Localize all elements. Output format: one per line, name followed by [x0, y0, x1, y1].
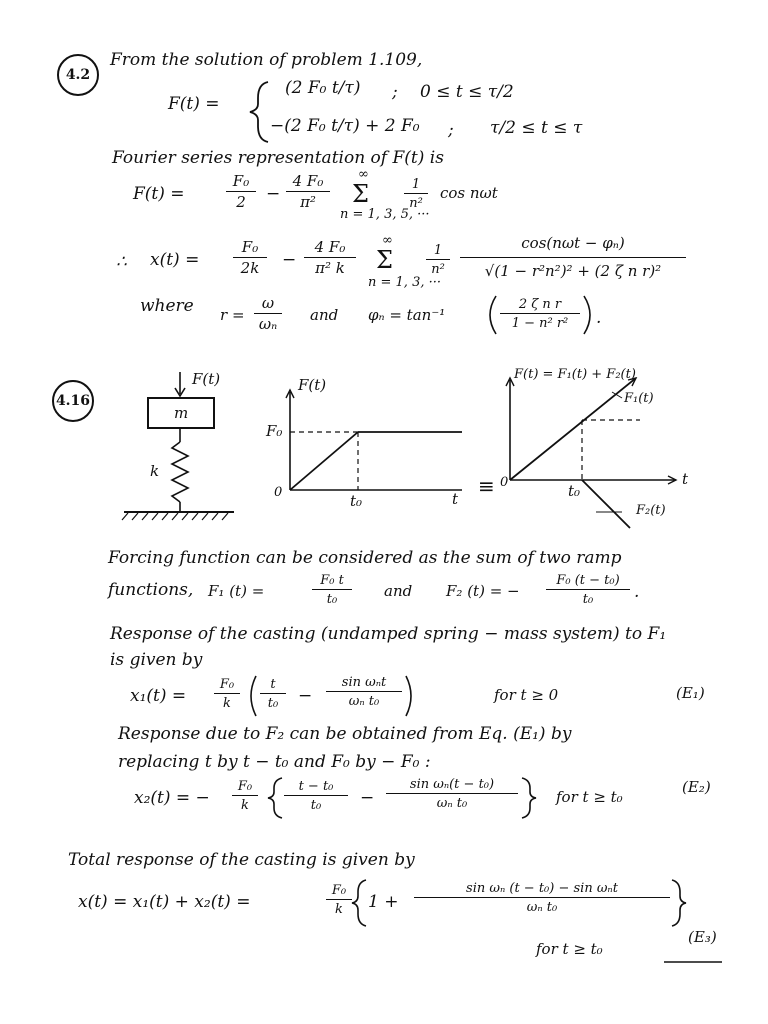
piece2-expr: −(2 F₀ t/τ) + 2 F₀ — [270, 116, 420, 136]
graph2-f2-label: F₂(t) — [636, 503, 666, 518]
graph2-t: t — [682, 470, 689, 488]
problem-number-4-2: 4.2 — [57, 54, 99, 96]
text-forcing: Forcing function can be considered as the sum of two ramp — [108, 548, 622, 568]
graph2-t0: t₀ — [568, 482, 581, 500]
graph2-title: F(t) = F₁(t) + F₂(t) — [514, 367, 636, 382]
phi-def: φₙ = tan⁻¹ — [368, 306, 446, 324]
minus-sign: − — [266, 184, 281, 204]
4f0-over-pi2: $\frac{\text{4 F₀}}{\text{π²}}$ — [286, 174, 330, 210]
4f0-over-pi2k: $\frac{\text{4 F₀}}{\text{π² k}}$ — [304, 240, 356, 276]
and-label: and — [310, 306, 339, 324]
piece1-sep: ; — [392, 82, 398, 102]
phi-period: . — [596, 308, 602, 328]
f2-period: . — [634, 582, 640, 602]
f1-lhs: F₁ (t) = — [208, 582, 265, 600]
graph1-t0: t₀ — [350, 492, 363, 510]
text-given-by: is given by — [110, 650, 203, 670]
piece1-expr: (2 F₀ t/τ) — [285, 78, 361, 98]
fourier-text: Fourier series representation of F(t) is — [112, 148, 444, 168]
f0-over-k-2: $\frac{\text{F₀}}{k}$ — [232, 780, 258, 812]
fourier-lhs: F(t) = — [133, 184, 185, 204]
graph2-f1-label: F₁(t) — [624, 391, 654, 406]
fig-spring-label: k — [150, 462, 160, 480]
graph1-f0-label: F₀ — [266, 422, 283, 440]
graph1-origin: 0 — [274, 485, 283, 500]
minus-sign-3: − — [298, 686, 313, 706]
condition-t-ge-t0: for t ≥ t₀ — [556, 788, 623, 806]
graph1-t: t — [452, 490, 459, 508]
sin-fraction-2: $\frac{\text{sin ωₙ(t − t₀)}}{\text{ωₙ t₀}}$ — [386, 778, 518, 810]
sin-fraction-1: sin ωₙt ωₙ t₀ — [326, 676, 402, 708]
text-functions: functions, — [108, 580, 194, 600]
f0-over-k: $\frac{\text{F₀}}{k}$ — [214, 678, 240, 710]
eq-label-e2: (E₂) — [682, 778, 711, 796]
text-total-response: Total response of the casting is given by — [68, 850, 415, 870]
eq-label-e1: (E₁) — [676, 684, 705, 702]
f2-lhs: F₂ (t) = − — [446, 582, 520, 600]
x2-lhs: x₂(t) = − — [134, 788, 210, 808]
eq-label-e3: (E₃) — [688, 928, 717, 946]
graph2-origin: 0 — [500, 475, 509, 490]
piece2-sep: ; — [448, 120, 454, 140]
x-total-lhs: x(t) = x₁(t) + x₂(t) = — [78, 892, 251, 912]
text-response-f1: Response of the casting (undamped spring − mass system) to F₁ — [110, 624, 667, 644]
total-sin-fraction: sin ωₙ (t − t₀) − sin ωₙt ωₙ t₀ — [414, 882, 670, 914]
equiv-sign: ≡ — [478, 474, 495, 498]
ft-label: F(t) = — [168, 94, 220, 114]
sum-symbol: Σ — [352, 180, 369, 208]
condition-t-ge-0: for t ≥ 0 — [494, 686, 559, 704]
f0-over-2k: $\frac{\text{F₀}}{2k}$ — [233, 240, 267, 276]
response-fraction: cos(nωt − φₙ) √(1 − r²n²)² + (2 ζ n r)² — [460, 236, 686, 279]
text-replacing: replacing t by t − t₀ and F₀ by − F₀ : — [118, 752, 431, 772]
omega-over-omega-n: $\frac{\omega}{\text{ωₙ}}$ — [254, 296, 282, 332]
minus-sign-2: − — [282, 250, 297, 270]
f0-over-k-3: $\frac{\text{F₀}}{k}$ — [326, 884, 352, 916]
minus-sign-4: − — [360, 788, 375, 808]
f2-fraction: $\frac{\text{F₀ (t − t₀)}}{\text{t₀}}$ — [546, 574, 630, 606]
r-def: r = — [220, 306, 245, 324]
where-label: where — [140, 296, 194, 316]
x1-lhs: x₁(t) = — [130, 686, 187, 706]
x-lhs: x(t) = — [150, 250, 200, 270]
fig-force-label: F(t) — [192, 370, 221, 388]
f0-over-2: $\frac{\text{F₀}}{2}$ — [226, 174, 256, 210]
t-minus-t0-over-t0: $\frac{\text{t − t₀}}{\text{t₀}}$ — [284, 780, 348, 812]
t-over-t0: $\frac{t}{\text{t₀}}$ — [260, 678, 286, 710]
sum-index-1: n = 1, 3, 5, ··· — [340, 207, 430, 222]
therefore: ∴ — [116, 252, 127, 272]
piece2-range: τ/2 ≤ t ≤ τ — [490, 118, 583, 138]
condition-t-ge-t0-2: for t ≥ t₀ — [536, 940, 603, 958]
sum-infinity-2: ∞ — [382, 233, 393, 248]
phi-fraction: $\frac{\text{2 ζ n r}}{\text{1 − n² r²}}$ — [500, 298, 580, 330]
fig-mass-label: m — [174, 404, 189, 422]
one-plus: 1 + — [368, 892, 399, 912]
one-over-n2: $\frac{1}{\text{n²}}$ — [404, 178, 428, 210]
cos-term: cos nωt — [440, 184, 498, 202]
one-over-n2-b: $\frac{1}{\text{n²}}$ — [426, 244, 450, 276]
graph1-ylabel: F(t) — [298, 376, 327, 394]
f1-fraction: $\frac{\text{F₀ t}}{\text{t₀}}$ — [312, 574, 352, 606]
intro-text: From the solution of problem 1.109, — [110, 50, 423, 70]
sum-symbol-2: Σ — [376, 246, 393, 274]
problem-number-4-16: 4.16 — [52, 380, 94, 422]
piece1-range: 0 ≤ t ≤ τ/2 — [420, 82, 514, 102]
sum-infinity: ∞ — [358, 167, 369, 182]
text-response-f2: Response due to F₂ can be obtained from Eq. (E₁) by — [118, 724, 572, 744]
and-label-2: and — [384, 582, 413, 600]
sum-index-2: n = 1, 3, ··· — [368, 275, 441, 290]
